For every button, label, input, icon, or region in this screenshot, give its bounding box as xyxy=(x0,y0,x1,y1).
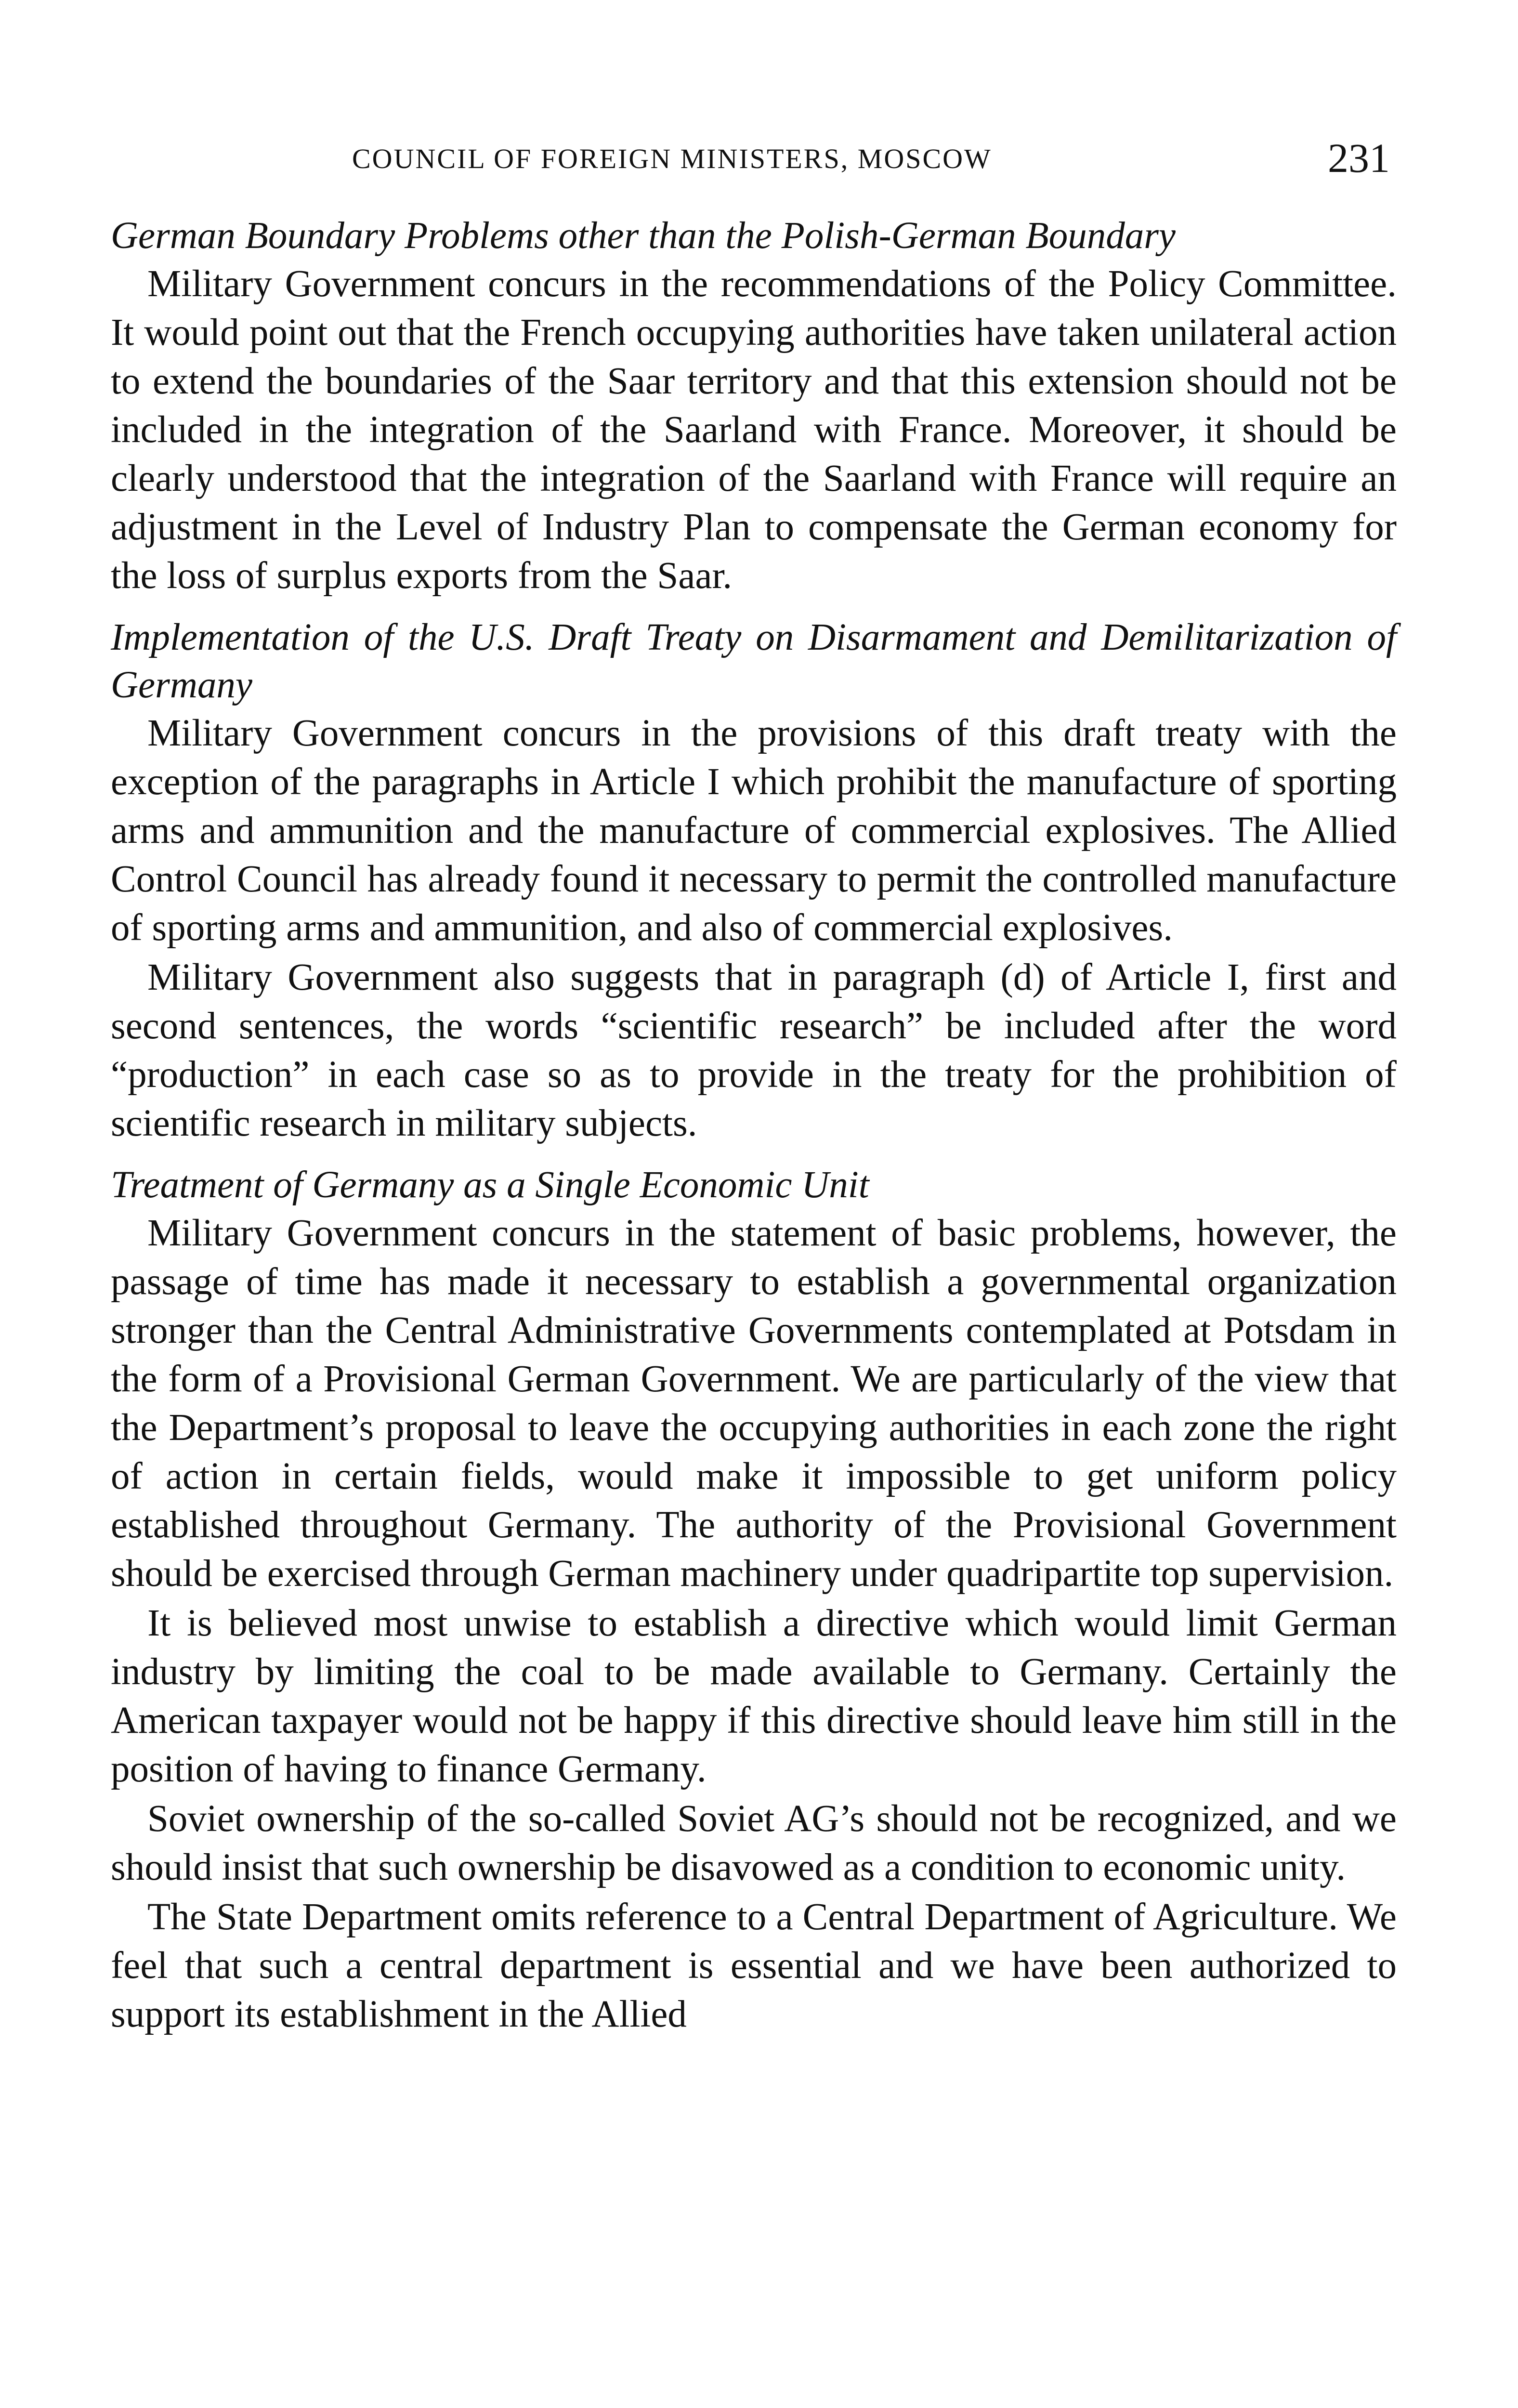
section-disarmament-treaty xyxy=(111,614,1397,1148)
paragraph: It is believed most unwise to establish a directive which would limit German industry by limiting the coal to be made available to Germany. Certainly the American taxpayer would not be happy if this directive should leave him still in the position of having to finance Germany. xyxy=(111,1602,1397,1790)
section-heading: Implementation of the U.S. Draft Treaty on Disarmament and Demilitarization of Germany xyxy=(111,616,1397,706)
section-german-boundary xyxy=(111,212,1397,600)
paragraph: Military Government also suggests that in paragraph (d) of Article I, first and second sentences, the words “scientific research” be included after the word “production” in each case so as to provide in the treaty for the prohibition of scientific research in military subjects. xyxy=(111,956,1397,1144)
paragraph: The State Department omits reference to a Central Department of Agriculture. We feel that such a central department is essential and we have been authorized to support its establishment in the Allied xyxy=(111,1896,1397,2035)
section-heading: Treatment of Germany as a Single Economic Unit xyxy=(111,1164,869,1206)
page-body xyxy=(111,212,1397,2039)
page-number: 231 xyxy=(1328,135,1390,181)
page-header xyxy=(118,134,1390,187)
section-single-economic-unit xyxy=(111,1161,1397,2039)
paragraph: Military Government concurs in the recommendations of the Policy Committee. It would point out that the French occupying authorities have taken unilateral action to extend the boundaries of the Saar territory and that this extension should not be included in the integration of the Saarland with France. Moreover, it should be clearly understood that the integration of the Saarland with France will require an adjustment in the Level of Industry Plan to compensate the German economy for the loss of surplus exports from the Saar. xyxy=(111,263,1397,597)
paragraph: Military Government concurs in the statement of basic problems, however, the passage of time has made it necessary to establish a governmental organization stronger than the Central Administrative Governments contemplated at Potsdam in the form of a Provisional German Government. We are particularly of the view that the Department’s proposal to leave the occupying authorities in each zone the right of action in certain fields, would make it impossible to get uniform policy established throughout Germany. The authority of the Provisional Government should be exercised through German machinery under quadripartite top supervision. xyxy=(111,1212,1397,1595)
paragraph: Soviet ownership of the so-called Soviet AG’s should not be recognized, and we should insist that such ownership be disavowed as a condition to economic unity. xyxy=(111,1798,1397,1888)
running-head: COUNCIL OF FOREIGN MINISTERS, MOSCOW xyxy=(352,143,992,174)
section-heading: German Boundary Problems other than the Polish-German Boundary xyxy=(111,215,1176,257)
paragraph: Military Government concurs in the provisions of this draft treaty with the exception of the paragraphs in Article I which prohibit the manufacture of sporting arms and ammunition and the manufacture of commercial explosives. The Allied Control Council has already found it necessary to permit the controlled manufacture of sporting arms and ammunition, and also of commercial explosives. xyxy=(111,712,1397,949)
